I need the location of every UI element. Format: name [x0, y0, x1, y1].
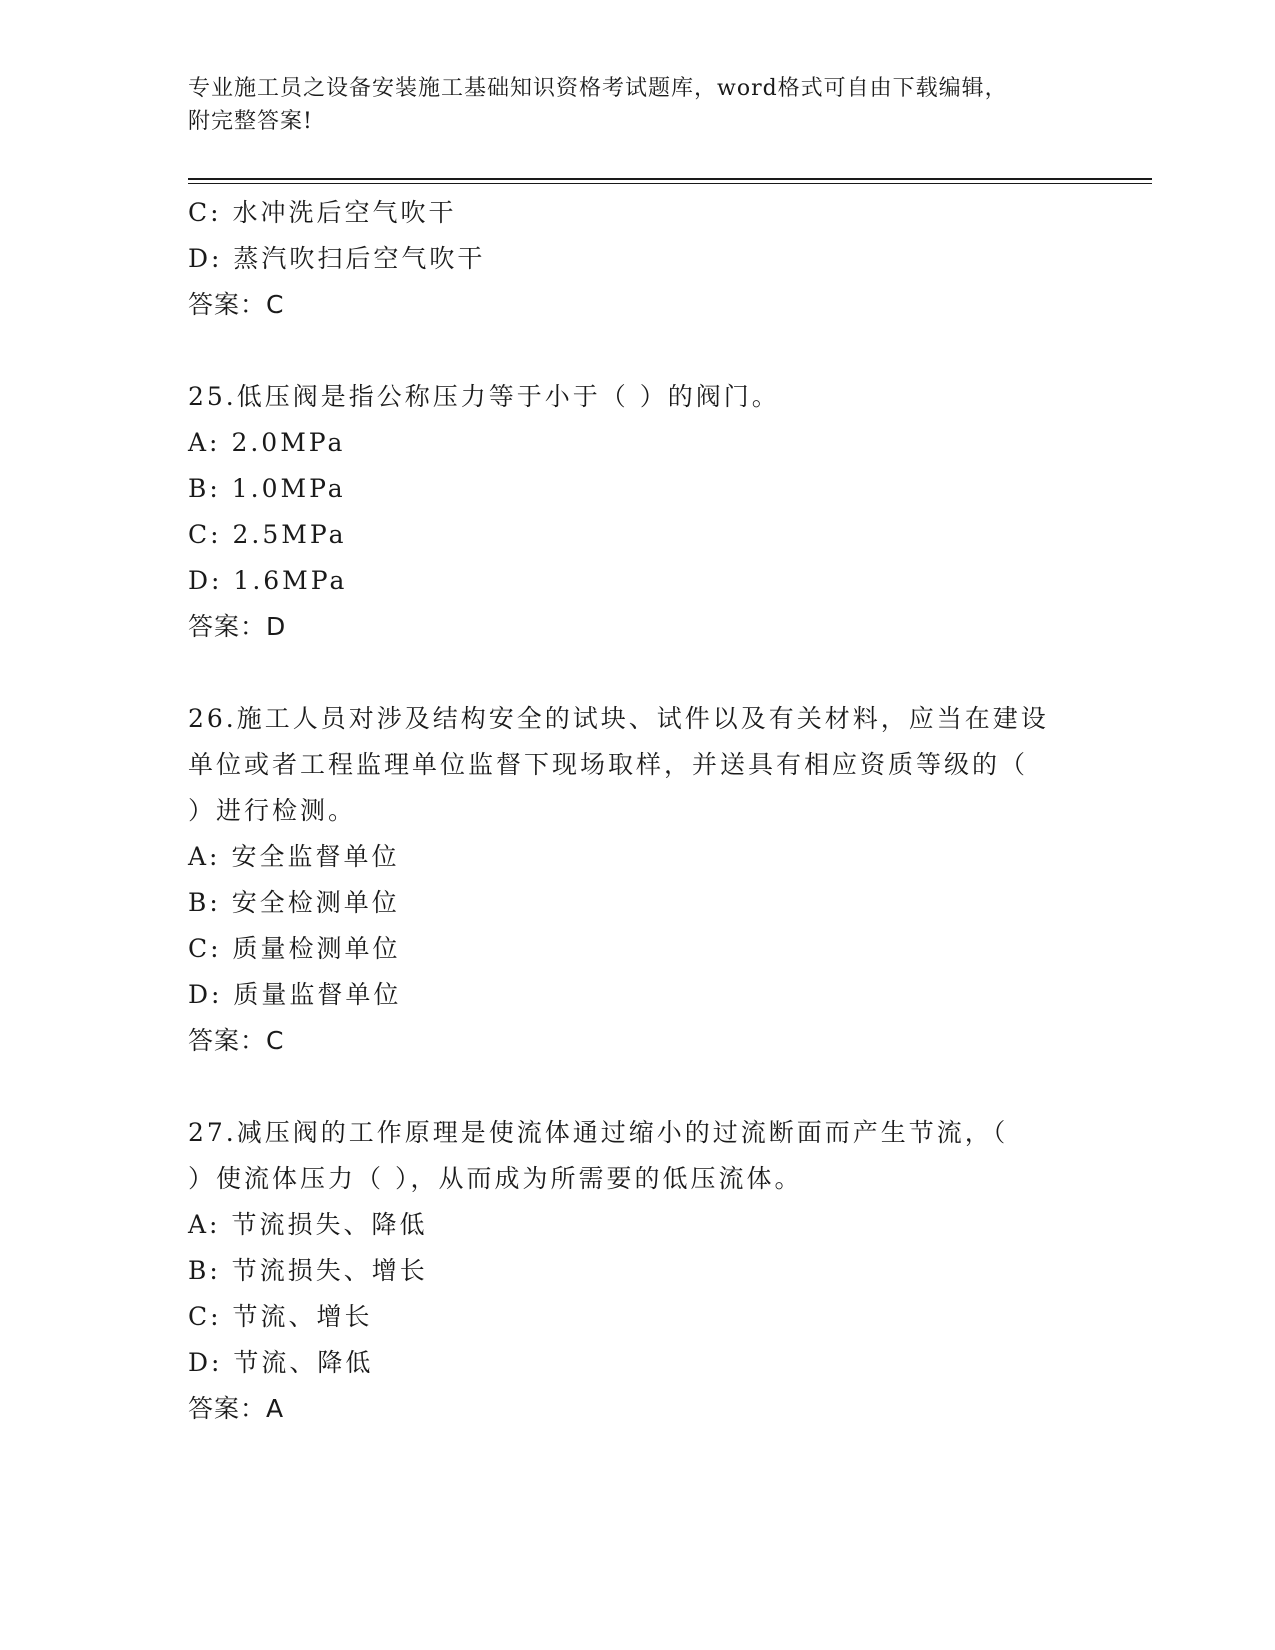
option-letter: A:	[188, 842, 221, 871]
question-27	[188, 1110, 1088, 1432]
answer-line: 答案：C	[188, 1026, 285, 1055]
question-stem-line: ）使流体压力（ ），从而成为所需要的低压流体。	[188, 1164, 803, 1193]
answer-line: 答案：C	[188, 290, 285, 319]
option-letter: C:	[188, 934, 222, 963]
option-letter: B:	[188, 888, 221, 917]
option-d	[188, 558, 1088, 604]
question-stem-line: ）进行检测。	[188, 796, 357, 825]
header-divider-thick	[188, 178, 1152, 180]
option-d	[188, 972, 1088, 1018]
option-c	[188, 926, 1088, 972]
option-letter: D:	[188, 980, 223, 1009]
option-letter: A:	[188, 428, 221, 457]
option-text: 节流、增长	[232, 1302, 373, 1331]
option-text: 节流损失、降低	[231, 1210, 428, 1239]
question-25	[188, 374, 1088, 650]
document-header	[188, 72, 1068, 138]
option-letter: C:	[188, 520, 222, 549]
option-b	[188, 880, 1088, 926]
option-c	[188, 190, 1088, 236]
option-letter: D:	[188, 1348, 223, 1377]
header-line-2: 附完整答案!	[188, 109, 313, 134]
question-stem-line: 27.减压阀的工作原理是使流体通过缩小的过流断面而产生节流，（	[188, 1118, 1009, 1147]
question-content	[188, 190, 1088, 1478]
option-text: 节流、降低	[233, 1348, 374, 1377]
option-text: 1.6MPa	[233, 566, 348, 595]
option-text: 安全监督单位	[231, 842, 400, 871]
question-26	[188, 696, 1088, 1064]
option-b	[188, 466, 1088, 512]
option-text: 节流损失、增长	[231, 1256, 428, 1285]
option-a	[188, 420, 1088, 466]
question-stem-line: 单位或者工程监理单位监督下现场取样，并送具有相应资质等级的（	[188, 750, 1029, 779]
option-text: 质量监督单位	[233, 980, 402, 1009]
option-text: 质量检测单位	[232, 934, 401, 963]
header-line-1: 专业施工员之设备安装施工基础知识资格考试题库，word格式可自由下载编辑，	[188, 76, 1008, 101]
option-d	[188, 236, 1088, 282]
option-text: 2.0MPa	[231, 428, 346, 457]
question-stem-line: 26.施工人员对涉及结构安全的试块、试件以及有关材料，应当在建设	[188, 704, 1049, 733]
option-c	[188, 1294, 1088, 1340]
previous-question-tail	[188, 190, 1088, 328]
option-letter: D:	[188, 244, 223, 273]
option-text: 1.0MPa	[231, 474, 346, 503]
answer-line: 答案：D	[188, 612, 287, 641]
option-text: 水冲洗后空气吹干	[232, 198, 457, 227]
option-letter: A:	[188, 1210, 221, 1239]
option-letter: B:	[188, 1256, 221, 1285]
answer-line: 答案：A	[188, 1394, 285, 1423]
question-stem: 25.低压阀是指公称压力等于小于（ ）的阀门。	[188, 382, 780, 411]
option-a	[188, 834, 1088, 880]
option-letter: C:	[188, 198, 222, 227]
option-a	[188, 1202, 1088, 1248]
option-text: 2.5MPa	[232, 520, 347, 549]
option-letter: D:	[188, 566, 223, 595]
header-divider-thin	[188, 183, 1152, 184]
option-text: 安全检测单位	[231, 888, 400, 917]
option-c	[188, 512, 1088, 558]
option-letter: C:	[188, 1302, 222, 1331]
option-text: 蒸汽吹扫后空气吹干	[233, 244, 486, 273]
option-letter: B:	[188, 474, 221, 503]
option-d	[188, 1340, 1088, 1386]
option-b	[188, 1248, 1088, 1294]
